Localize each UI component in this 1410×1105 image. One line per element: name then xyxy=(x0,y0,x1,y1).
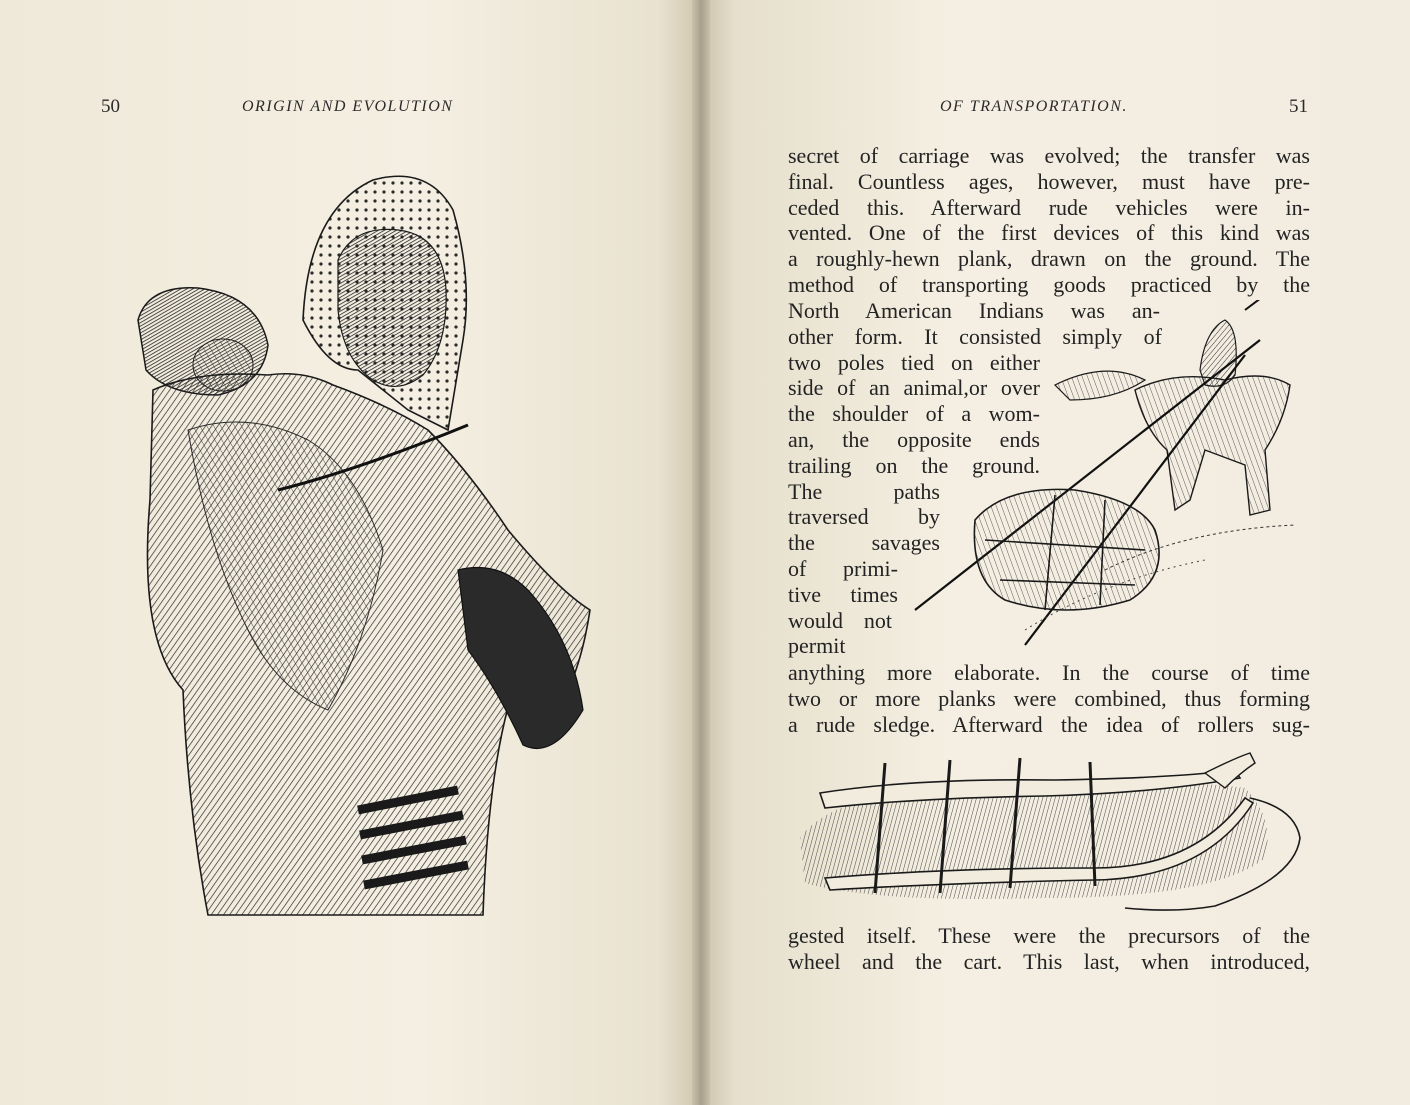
text-line: North American Indians was an- xyxy=(788,298,1160,323)
text-line: The paths xyxy=(788,478,940,504)
text-line: of primi- xyxy=(788,555,898,581)
text-line: final. Countless ages, however, must have pre- xyxy=(788,168,1310,194)
text-line: the shoulder of a wom- xyxy=(788,401,1040,427)
text-line: traversed by xyxy=(788,504,940,530)
text-line: wheel and the cart. This last, when introduced, xyxy=(788,948,1310,974)
text-line: other form. It consisted simply of xyxy=(788,323,1162,349)
text-line: permit xyxy=(788,633,846,659)
engraving-woman-with-child xyxy=(128,170,598,920)
paragraph-block-middle xyxy=(788,660,1310,737)
text-line: method of transporting goods practiced by the xyxy=(788,271,1310,297)
book-gutter xyxy=(692,0,710,1105)
text-line: an, the opposite ends xyxy=(788,426,1040,452)
text-line: secret of carriage was evolved; the transfer was xyxy=(788,143,1310,168)
text-line: trailing on the ground. xyxy=(788,452,1040,478)
text-line: side of an animal,or over xyxy=(788,375,1040,401)
paragraph-block-bottom xyxy=(788,923,1310,975)
text-line: would not xyxy=(788,607,892,633)
page-number-right: 51 xyxy=(1289,96,1308,117)
engraving-sledge xyxy=(795,748,1310,918)
text-line: two poles tied on either xyxy=(788,349,1040,375)
text-line: gested itself. These were the precursors of the xyxy=(788,923,1310,948)
engraving-travois-horse xyxy=(905,300,1310,655)
paragraph-block-top xyxy=(788,143,1310,298)
text-line: two or more planks were combined, thus forming xyxy=(788,685,1310,711)
text-line: tive times xyxy=(788,581,898,607)
text-line: anything more elaborate. In the course of time xyxy=(788,660,1310,685)
text-line: the savages xyxy=(788,530,940,556)
text-line: a rude sledge. Afterward the idea of rollers sug- xyxy=(788,711,1310,737)
running-head-right: OF TRANSPORTATION. xyxy=(940,98,1128,115)
running-head-left: ORIGIN AND EVOLUTION xyxy=(242,98,454,115)
page-number-left: 50 xyxy=(101,96,120,117)
text-line: a roughly-hewn plank, drawn on the ground. The xyxy=(788,246,1310,272)
text-line: ceded this. Afterward rude vehicles were in- xyxy=(788,194,1310,220)
text-line: vented. One of the first devices of this kind was xyxy=(788,220,1310,246)
